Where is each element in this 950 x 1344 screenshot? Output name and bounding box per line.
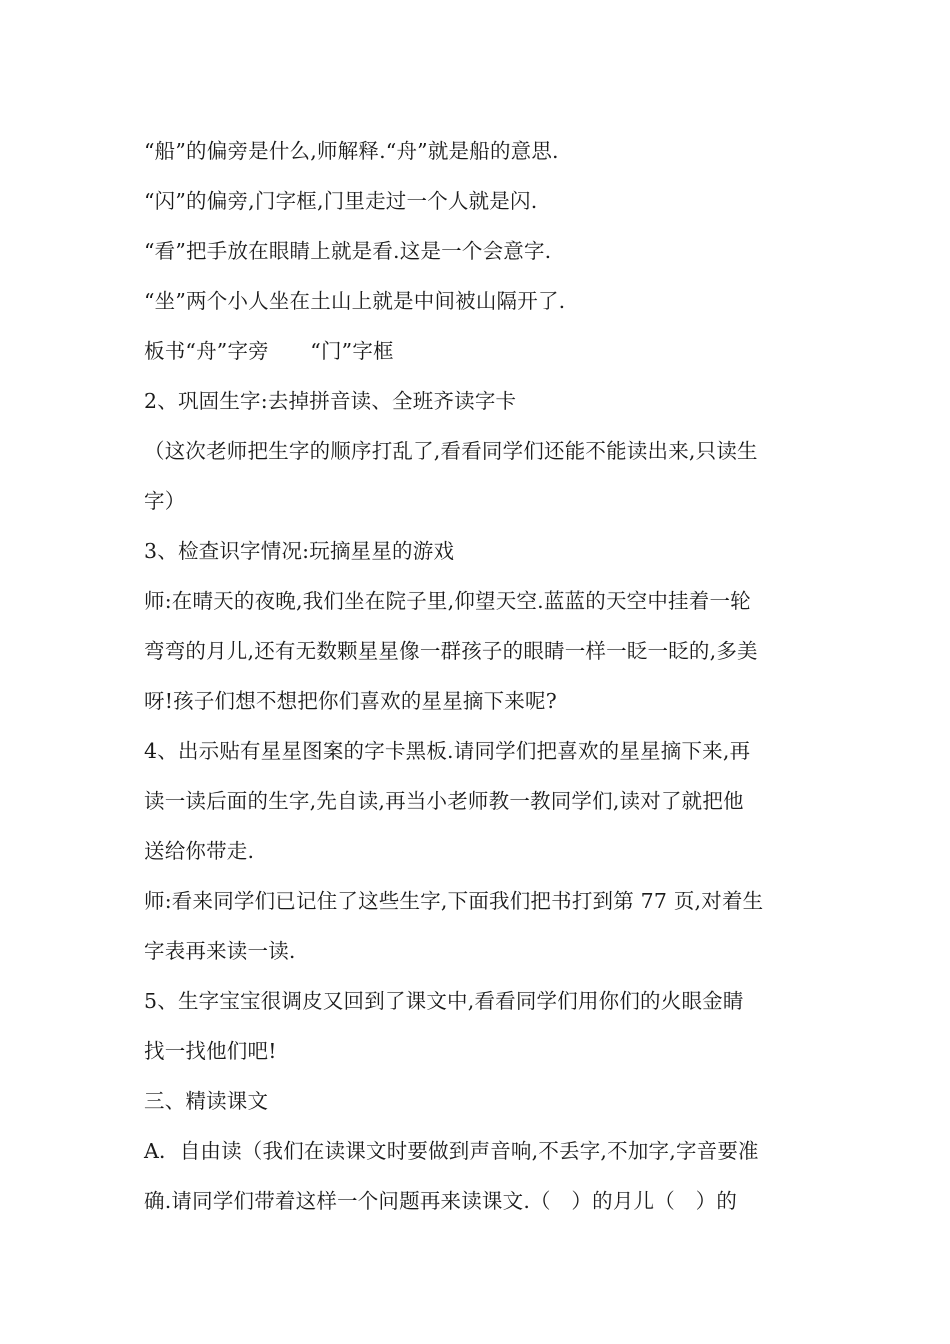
text-line: 字表再来读一读.	[144, 939, 296, 963]
text-line: “看”把手放在眼睛上就是看.这是一个会意字.	[144, 239, 552, 263]
text-line: 师:在晴天的夜晚,我们坐在院子里,仰望天空.蓝蓝的天空中挂着一轮	[144, 589, 751, 613]
text-line: 送给你带走.	[144, 839, 255, 863]
text-line: “闪”的偏旁,门字框,门里走过一个人就是闪.	[144, 189, 538, 213]
text-line: 4、出示贴有星星图案的字卡黑板.请同学们把喜欢的星星摘下来,再	[144, 739, 751, 763]
text-line: 5、生字宝宝很调皮又回到了课文中,看看同学们用你们的火眼金睛	[144, 989, 744, 1013]
text-line: 字）	[144, 489, 186, 513]
text-line: 3、检查识字情况:玩摘星星的游戏	[144, 539, 455, 563]
text-line: （这次老师把生字的顺序打乱了,看看同学们还能不能读出来,只读生	[144, 439, 758, 463]
text-line: 找一找他们吧!	[144, 1039, 277, 1063]
text-line: 板书“舟”字旁 “门”字框	[144, 339, 394, 363]
text-line: “坐”两个小人坐在土山上就是中间被山隔开了.	[144, 289, 566, 313]
text-line: 确.请同学们带着这样一个问题再来读课文.（ ）的月儿（ ）的	[144, 1189, 738, 1213]
document-body	[144, 126, 814, 1226]
text-line: 师:看来同学们已记住了这些生字,下面我们把书打到第 77 页,对着生	[144, 889, 764, 913]
text-line: 弯弯的月儿,还有无数颗星星像一群孩子的眼睛一样一眨一眨的,多美	[144, 639, 758, 663]
text-line: 呀!孩子们想不想把你们喜欢的星星摘下来呢?	[144, 689, 557, 713]
section-heading: 三、精读课文	[144, 1089, 269, 1113]
text-line: A．自由读（我们在读课文时要做到声音响,不丢字,不加字,字音要准	[144, 1139, 759, 1163]
text-line: 2、巩固生字:去掉拼音读、全班齐读字卡	[144, 389, 517, 413]
text-line: 读一读后面的生字,先自读,再当小老师教一教同学们,读对了就把他	[144, 789, 744, 813]
text-line: “船”的偏旁是什么,师解释.“舟”就是船的意思.	[144, 139, 559, 163]
